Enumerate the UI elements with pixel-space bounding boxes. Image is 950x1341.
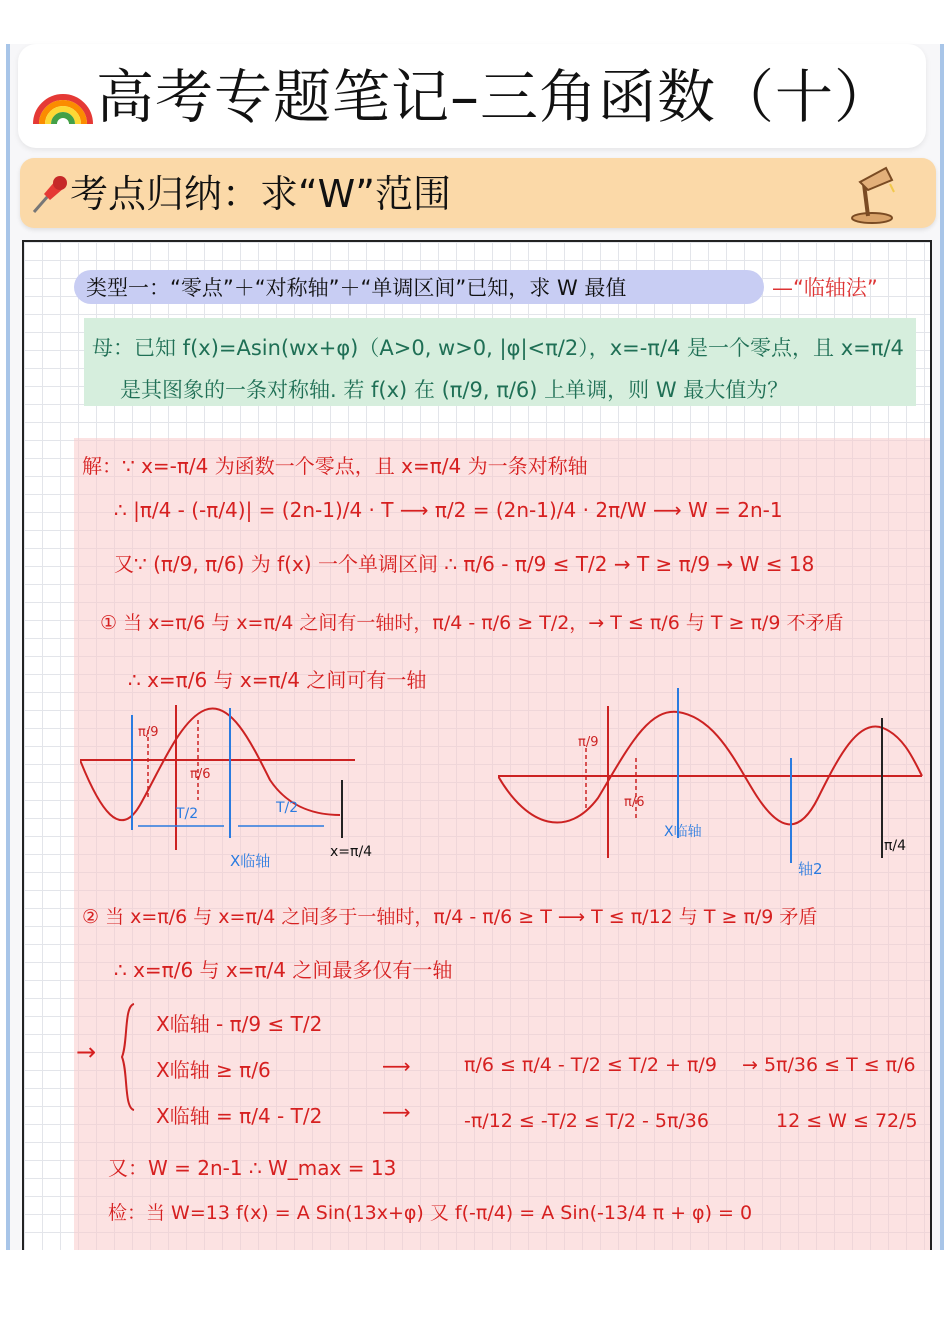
sine-curve	[80, 708, 340, 820]
case2-line: ② 当 x=π/6 与 x=π/4 之间多于一轴时，π/4 - π/6 ≥ T ⟶ T ≤ π/12 与 T ≥ π/9 矛盾	[82, 906, 818, 928]
end-label: x=π/4	[330, 844, 373, 860]
example-line-2: 是其图象的一条对称轴. 若 f(x) 在 (π/9, π/6) 上单调，则 W 最大值为？	[120, 378, 789, 402]
half-period-label: T/2	[276, 800, 299, 816]
case2-line: ∴ x=π/6 与 x=π/4 之间最多仅有一轴	[114, 958, 453, 982]
final-line: 检：当 W=13 f(x) = A Sin(13x+φ) 又 f(-π/4) = A Sin(-13/4 π + φ) = 0	[108, 1202, 753, 1224]
derive-line: -π/12 ≤ -T/2 ≤ T/2 - 5π/36	[464, 1110, 709, 1132]
solution-line: 解：∵ x=-π/4 为函数一个零点，且 x=π/4 为一条对称轴	[82, 454, 588, 478]
graph-case-2	[498, 688, 928, 878]
solution-line: ∴ x=π/6 与 x=π/4 之间可有一轴	[128, 668, 427, 692]
graph-case-1	[80, 700, 380, 870]
system-line: X临轴 - π/9 ≤ T/2	[156, 1012, 323, 1036]
rainbow-icon	[32, 68, 94, 130]
pushpin-icon	[30, 172, 70, 216]
result-line: 12 ≤ W ≤ 72/5	[776, 1110, 918, 1132]
example-line-1: 母：已知 f(x)=Asin(wx+φ)（A>0, w>0, |φ|<π/2），x=-π/4 是一个零点，且 x=π/4	[92, 336, 904, 360]
type-heading: 类型一：“零点”＋“对称轴”＋“单调区间”已知，求 W 最值	[86, 276, 627, 300]
sine-curve	[498, 712, 922, 825]
end-label: π/4	[884, 838, 907, 854]
method-tag: —“临轴法”	[772, 276, 878, 300]
final-line: 又：W = 2n-1 ∴ W_max = 13	[108, 1156, 397, 1180]
half-period-label: T/2	[176, 806, 199, 822]
x-tick-label: π/6	[624, 795, 645, 810]
desk-lamp-icon	[846, 162, 900, 224]
system-line: X临轴 ≥ π/6	[156, 1058, 271, 1082]
axis-name-label: X临轴	[664, 824, 702, 840]
solution-line: 又∵ (π/9, π/6) 为 f(x) 一个单调区间 ∴ π/6 - π/9 ≤ T/2 → T ≥ π/9 → W ≤ 18	[114, 552, 815, 576]
system-line: X临轴 = π/4 - T/2	[156, 1104, 323, 1128]
arrow-symbol: ⟶	[382, 1100, 411, 1124]
solution-line: ∴ |π/4 - (-π/4)| = (2n-1)/4 · T ⟶ π/2 = (2n-1)/4 · 2π/W ⟶ W = 2n-1	[114, 498, 783, 522]
y-tick-label: π/9	[578, 735, 599, 750]
arrow-symbol: ⟶	[382, 1054, 411, 1078]
derive-line: π/6 ≤ π/4 - T/2 ≤ T/2 + π/9	[464, 1054, 717, 1076]
axis2-label: 轴2	[798, 860, 823, 878]
notebook-page	[22, 240, 932, 1250]
topic-label: 考点归纳：求“W”范围	[70, 172, 451, 216]
page-title: 高考专题笔记–三角函数（十）	[96, 63, 894, 131]
axis-name-label: X临轴	[230, 852, 271, 870]
brace	[118, 1002, 138, 1112]
x-tick-label: π/6	[190, 767, 211, 782]
result-line: → 5π/36 ≤ T ≤ π/6	[742, 1054, 916, 1076]
solution-line: ① 当 x=π/6 与 x=π/4 之间有一轴时，π/4 - π/6 ≥ T/2，→ T ≤ π/6 与 T ≥ π/9 不矛盾	[100, 612, 844, 634]
arrow-symbol: →	[76, 1038, 97, 1066]
y-tick-label: π/9	[138, 725, 159, 740]
